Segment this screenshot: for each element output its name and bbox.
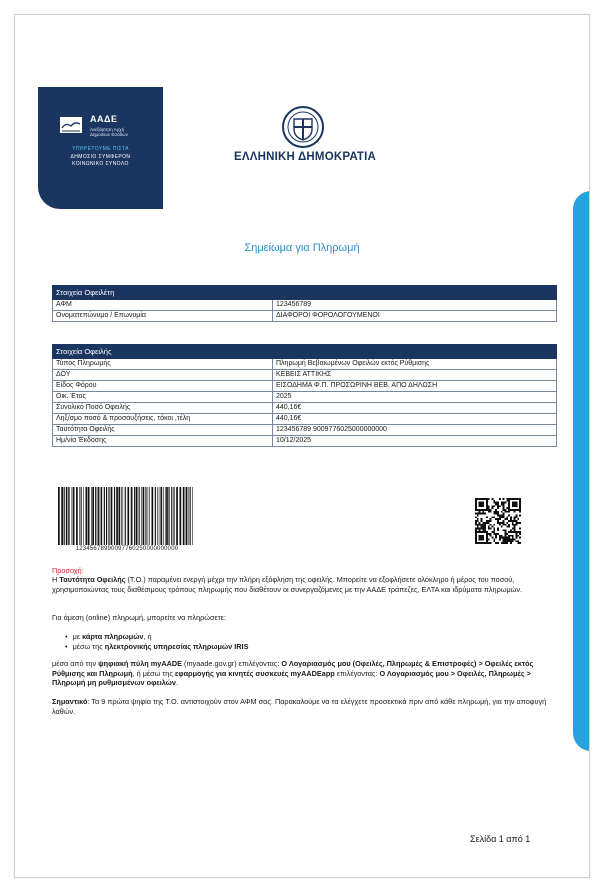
- notice-paragraph-4: Σημαντικό: Τα 9 πρώτα ψηφία της Τ.Ο. αντιστοιχούν στον ΑΦΜ σας. Παρακαλούμε να τα ελέγχετε προσεκτικά πριν από κάθε πληρωμή, για την αποφυγή λαθών.: [52, 697, 547, 716]
- table-row: Συνολικό Ποσό Οφειλής 440,16€: [53, 403, 557, 414]
- aade-cloud-icon: [60, 117, 82, 133]
- motto-line-1: ΥΠΗΡΕΤΟΥΜΕ ΠΙΣΤΑ: [72, 146, 129, 152]
- barcode-icon: [57, 487, 195, 545]
- debtor-heading: Στοιχεία Οφειλέτη: [53, 286, 557, 300]
- table-row: ΔΟΥ ΚΕΒΕΙΣ ΑΤΤΙΚΗΣ: [53, 370, 557, 381]
- debt-table: [52, 344, 557, 447]
- list-item: • με κάρτα πληρωμών, ή: [65, 632, 570, 642]
- table-row: Ονοματεπώνυμο / Επωνυμία ΔΙΑΦΟΡΟΙ ΦΟΡΟΛΟΓΟΥΜΕΝΟΙ: [53, 311, 557, 322]
- side-decoration: [573, 191, 590, 751]
- motto-line-2: ΔΗΜΟΣΙΟ ΣΥΜΦΕΡΟΝ: [70, 154, 131, 160]
- table-row: Ταυτότητα Οφειλής 123456789 9009776025000000000: [53, 425, 557, 436]
- table-row: ΑΦΜ 123456789: [53, 300, 557, 311]
- payment-options-list: [65, 632, 570, 651]
- document-title: Σημείωμα για Πληρωμή: [244, 242, 360, 254]
- aade-name: ΑΑΔΕ: [90, 114, 118, 124]
- table-row: Τύπος Πληρωμής Πληρωμή Βεβαιωμένων Οφειλών εκτός Ρύθμισης: [53, 359, 557, 370]
- aade-subtitle: Ανεξάρτητη Αρχή Δημοσίων Εσόδων: [90, 127, 128, 137]
- motto-line-3: ΚΟΙΝΩΝΙΚΟ ΣΥΝΟΛΟ: [72, 161, 129, 167]
- notice-paragraph-1: Η Ταυτότητα Οφειλής (Τ.Ο.) παραμένει ενεργή μέχρι την πλήρη εξόφληση της οφειλής. Μπορείτε να εξοφλήσετε ολόκληρο ή μέρος του ποσού, χρησιμοποιώντας τους διαθέσιμους τρόπους πληρωμής που διαθέτουν οι συνεργαζόμενες με την ΑΑΔΕ τράπεζες, ΕΛΤΑ και ιδρύματα πληρωμών.: [52, 575, 523, 594]
- qr-code-icon: [475, 498, 521, 544]
- document-page: [14, 14, 590, 878]
- notice-paragraph-2: Για άμεση (online) πληρωμή, μπορείτε να πληρώσετε:: [52, 613, 226, 622]
- attention-label: Προσοχή:: [52, 566, 84, 575]
- table-row: Ημ/νία Έκδοσης 10/12/2025: [53, 436, 557, 447]
- debt-heading: Στοιχεία Οφειλής: [53, 345, 557, 359]
- republic-title: ΕΛΛΗΝΙΚΗ ΔΗΜΟΚΡΑΤΙΑ: [233, 151, 377, 163]
- debtor-table: [52, 285, 557, 322]
- aade-logo: [38, 87, 163, 209]
- list-item: • μέσω της ηλεκτρονικής υπηρεσίας πληρωμών IRIS: [65, 642, 570, 652]
- table-row: Οικ. Έτος 2025: [53, 392, 557, 403]
- greek-emblem-icon: [281, 105, 325, 149]
- notice-paragraph-3: μέσα από την ψηφιακή πύλη myAADE (myaade.gov.gr) επιλέγοντας: Ο Λογαριασμός μου (Οφειλές, Πληρωμές & Επιστροφές) > Οφειλές εκτός Ρύθμισης και Πληρωμή, ή μέσω της εφαρμογής για κινητές συσκευές myAADEapp επιλέγοντας: Ο Λογαριασμός μου > Οφειλές, Πληρωμές > Πληρωμή μη ρυθμισμένων οφειλών.: [52, 659, 534, 687]
- barcode-number: 12345678990097760250000000000: [75, 546, 179, 552]
- table-row: Ληξ/σμο ποσό & προσαυξήσεις, τόκοι ,τέλη 440,16€: [53, 414, 557, 425]
- table-row: Είδος Φόρου ΕΙΣΟΔΗΜΑ Φ.Π. ΠΡΟΣΩΡΙΝΗ ΒΕΒ. ΑΠΟ ΔΗΛΩΣΗ: [53, 381, 557, 392]
- page-number: Σελίδα 1 από 1: [470, 834, 531, 844]
